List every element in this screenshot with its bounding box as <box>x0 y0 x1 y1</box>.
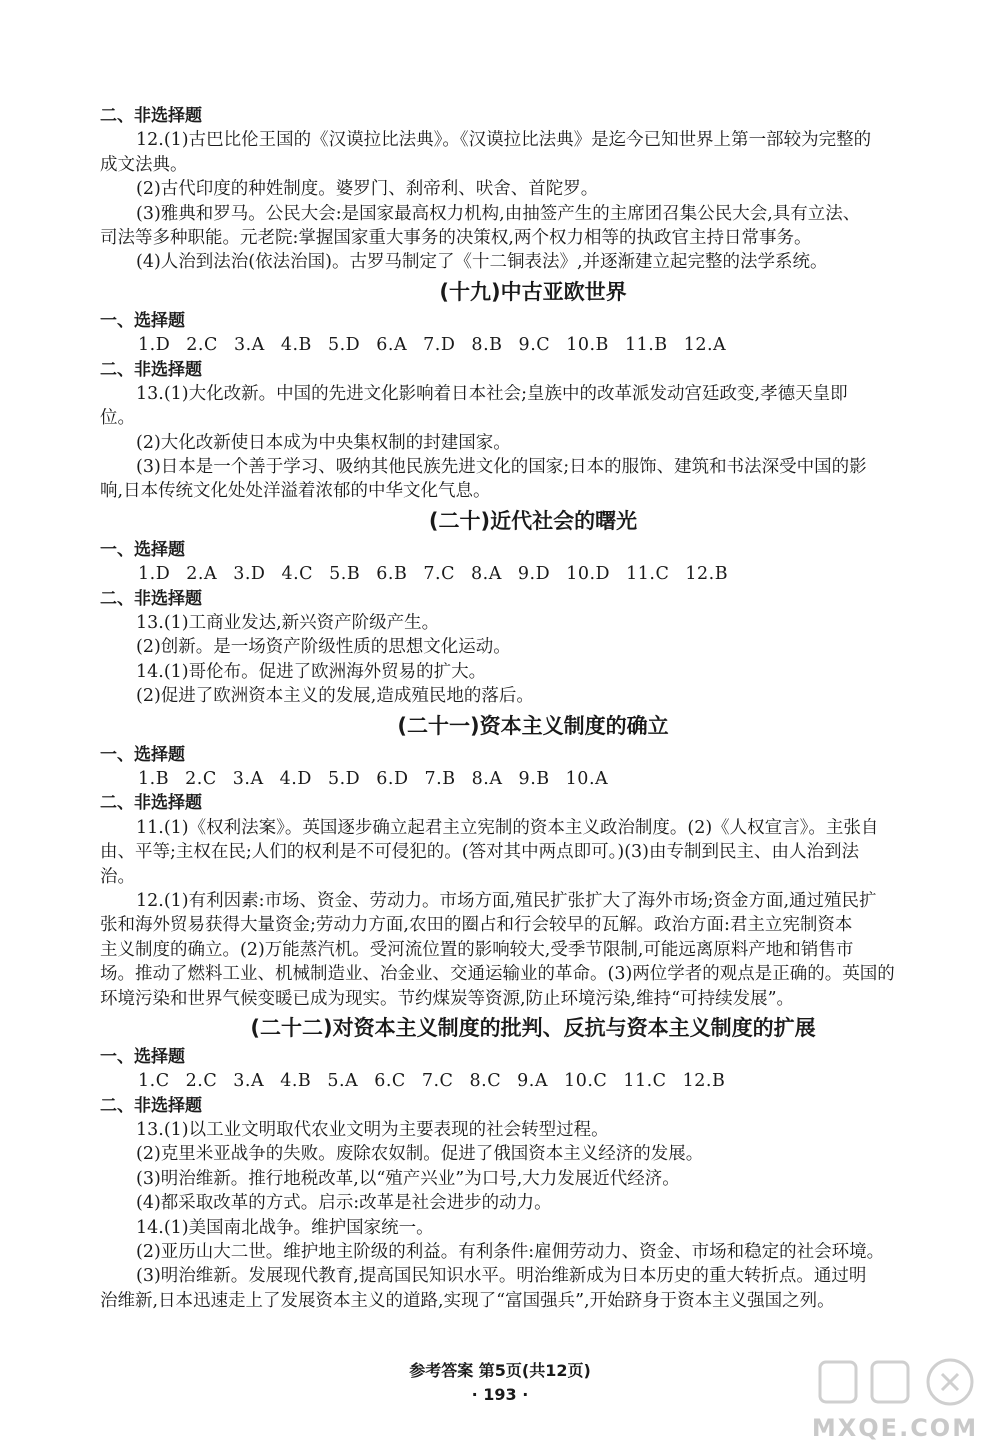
part-label: 一、选择题 <box>100 744 185 765</box>
answer-text-line: 治维新,日本迅速走上了发展资本主义的道路,实现了“富国强兵”,开始跻身于资本主义强国之列。 <box>100 1290 835 1311</box>
answer-text-line: 司法等多种职能。元老院:掌握国家重大事务的决策权,两个权力相等的执政官主持日常事务。 <box>100 227 812 248</box>
section-title: (十九)中古亚欧世界 <box>439 279 627 304</box>
answer-text-line: (2)克里米亚战争的失败。废除农奴制。促进了俄国资本主义经济的发展。 <box>136 1144 704 1165</box>
answer-text-line: (2)促进了欧洲资本主义的发展,造成殖民地的落后。 <box>136 686 534 707</box>
answer-text-line: (3)雅典和罗马。公民大会:是国家最高权力机构,由抽签产生的主席团召集公民大会,具有立法、 <box>136 203 861 224</box>
answer-text-line: 治。 <box>100 866 135 887</box>
section-title: (二十一)资本主义制度的确立 <box>397 713 669 738</box>
answer-content <box>100 104 966 1313</box>
answer-text-line: 12.(1)有利因素:市场、资金、劳动力。市场方面,殖民扩张扩大了海外市场;资金方面,通过殖民扩 <box>136 890 877 911</box>
answer-text-line: 场。推动了燃料工业、机械制造业、冶金业、交通运输业的革命。(3)两位学者的观点是正确的。英国的 <box>100 964 895 985</box>
answer-text-line: (2)大化改新使日本成为中央集权制的封建国家。 <box>136 432 511 453</box>
answer-text-line: (3)明治维新。推行地税改革,以“殖产兴业”为口号,大力发展近代经济。 <box>136 1168 680 1189</box>
answer-text-line: 成文法典。 <box>100 154 188 175</box>
section-title: (二十二)对资本主义制度的批判、反抗与资本主义制度的扩展 <box>250 1015 816 1040</box>
answer-text-line: 14.(1)哥伦布。促进了欧洲海外贸易的扩大。 <box>136 661 487 682</box>
answer-text-line: 13.(1)大化改新。中国的先进文化影响着日本社会;皇族中的改革派发动宫廷政变,孝德天皇即 <box>136 383 848 404</box>
choice-answers: 1.D 2.C 3.A 4.B 5.D 6.A 7.D 8.B 9.C 10.B 11.B 12.A <box>138 335 727 356</box>
choice-answers: 1.D 2.A 3.D 4.C 5.B 6.B 7.C 8.A 9.D 10.D 11.C 12.B <box>138 564 729 585</box>
answer-text-line: 主义制度的确立。(2)万能蒸汽机。受河流位置的影响较大,受季节限制,可能远离原料产地和销售市 <box>100 939 854 960</box>
answer-text-line: (4)都采取改革的方式。启示:改革是社会进步的动力。 <box>136 1193 552 1214</box>
answer-text-line: (2)创新。是一场资产阶级性质的思想文化运动。 <box>136 637 511 658</box>
part-label: 一、选择题 <box>100 1046 185 1067</box>
part-label: 二、非选择题 <box>100 793 202 814</box>
answer-text-line: 由、平等;主权在民;人们的权利是不可侵犯的。(答对其中两点即可。)(3)由专制到民主、由人治到法 <box>100 842 859 863</box>
watermark-logo <box>800 1352 990 1448</box>
answer-text-line: (4)人治到法治(依法治国)。古罗马制定了《十二铜表法》,并逐渐建立起完整的法学系统。 <box>136 252 828 273</box>
footer-page-info: 参考答案 第5页(共12页) <box>409 1361 591 1380</box>
part-label: 二、非选择题 <box>100 359 202 380</box>
part-label: 一、选择题 <box>100 539 185 560</box>
answer-text-line: (2)古代印度的种姓制度。婆罗门、刹帝利、吠舍、首陀罗。 <box>136 179 599 200</box>
watermark-text: MXQE.COM <box>811 1414 979 1442</box>
part-label: 二、非选择题 <box>100 588 202 609</box>
answer-text-line: 14.(1)美国南北战争。维护国家统一。 <box>136 1217 434 1238</box>
choice-answers: 1.B 2.C 3.A 4.D 5.D 6.D 7.B 8.A 9.B 10.A <box>138 768 609 789</box>
section-title: (二十)近代社会的曙光 <box>428 508 638 533</box>
answer-text-line: (2)亚历山大二世。维护地主阶级的利益。有利条件:雇佣劳动力、资金、市场和稳定的社会环境。 <box>136 1242 885 1263</box>
watermark-emblem-icon <box>800 1352 990 1422</box>
answer-text-line: (3)明治维新。发展现代教育,提高国民知识水平。明治维新成为日本历史的重大转折点。通过明 <box>136 1266 867 1287</box>
choice-answers: 1.C 2.C 3.A 4.B 5.A 6.C 7.C 8.C 9.A 10.C 11.C 12.B <box>138 1071 726 1092</box>
answer-text-line: 响,日本传统文化处处洋溢着浓郁的中华文化气息。 <box>100 481 491 502</box>
part-label: 二、非选择题 <box>100 1095 202 1116</box>
answer-text-line: 环境污染和世界气候变暖已成为现实。节约煤炭等资源,防止环境污染,维持“可持续发展”。 <box>100 988 795 1009</box>
answer-text-line: 13.(1)工商业发达,新兴资产阶级产生。 <box>136 613 440 634</box>
answer-text-line: 12.(1)古巴比伦王国的《汉谟拉比法典》。《汉谟拉比法典》是迄今已知世界上第一部较为完整的 <box>136 130 872 151</box>
answer-text-line: (3)日本是一个善于学习、吸纳其他民族先进文化的国家;日本的服饰、建筑和书法深受中国的影 <box>136 457 867 478</box>
part-label: 一、选择题 <box>100 310 185 331</box>
footer-page-number: · 193 · <box>471 1385 529 1404</box>
part-label: 二、非选择题 <box>100 106 202 126</box>
answer-text-line: 13.(1)以工业文明取代农业文明为主要表现的社会转型过程。 <box>136 1120 609 1141</box>
answer-text-line: 位。 <box>100 408 135 429</box>
answer-text-line: 张和海外贸易获得大量资金;劳动力方面,农田的圈占和行会较早的瓦解。政治方面:君主立宪制资本 <box>100 915 853 936</box>
answer-text-line: 11.(1)《权利法案》。英国逐步确立起君主立宪制的资本主义政治制度。(2)《人权宣言》。主张自 <box>136 817 879 838</box>
